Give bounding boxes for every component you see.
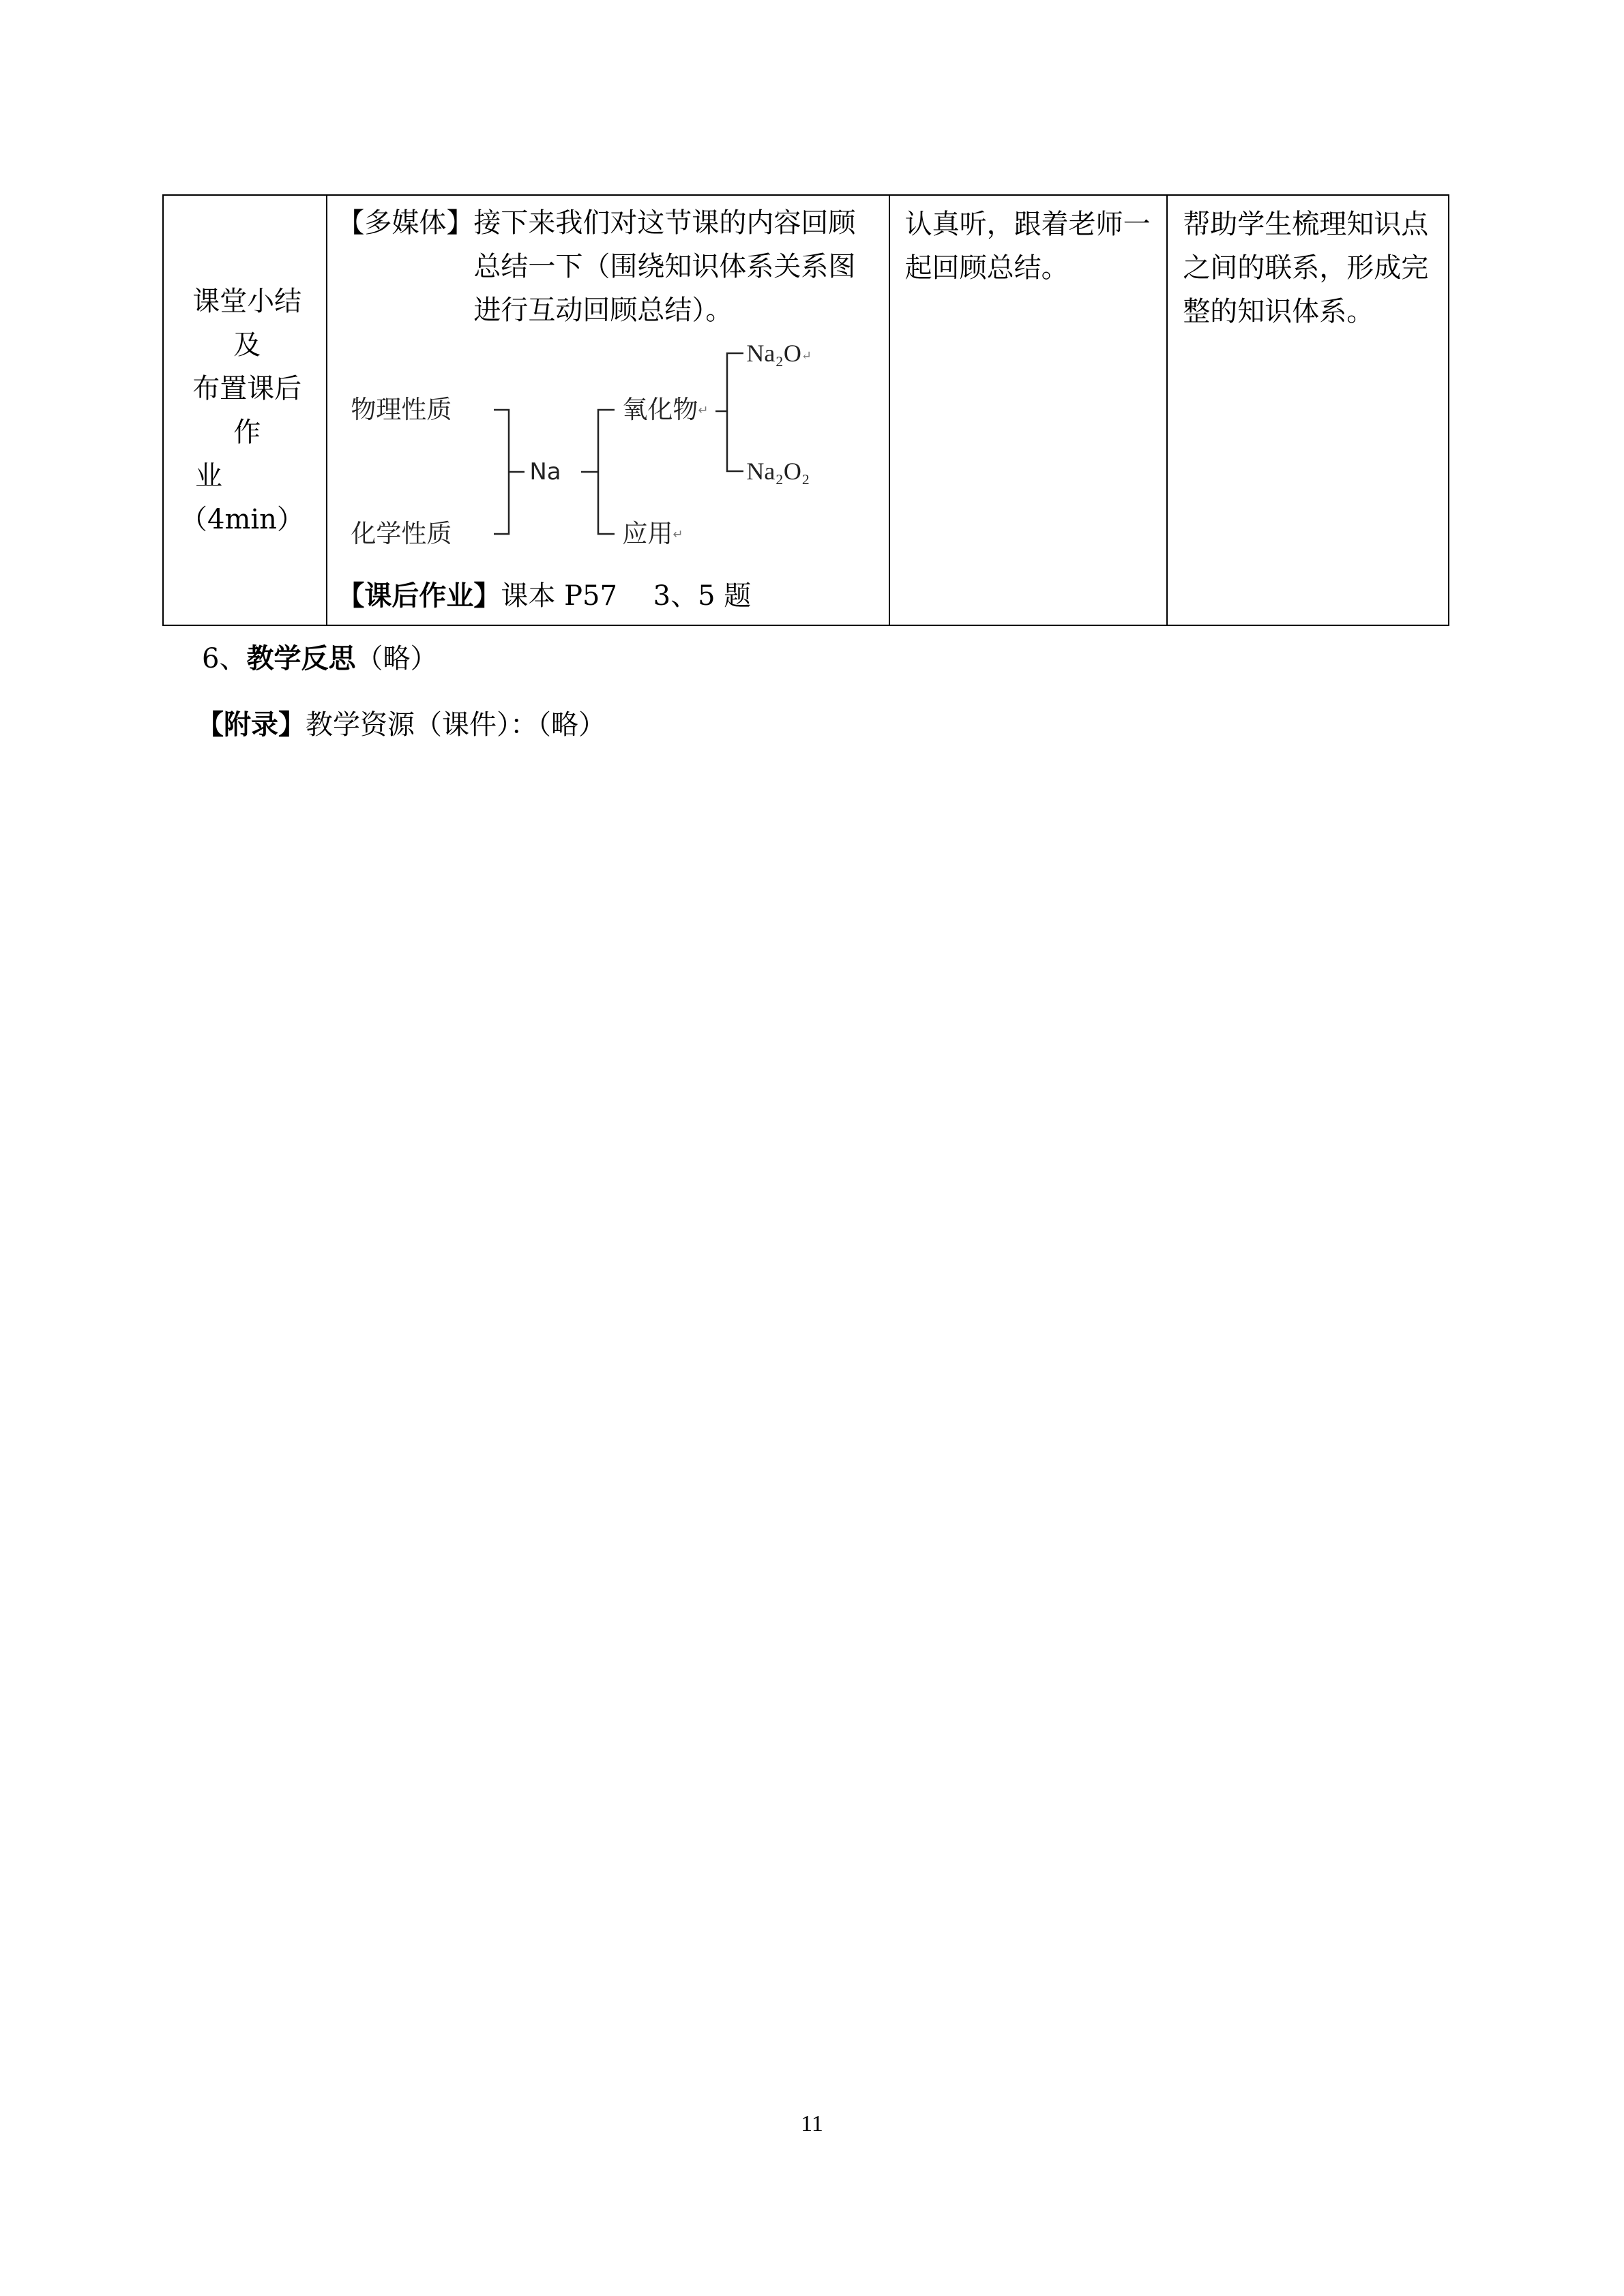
homework-text: 课本 P57 3、5 题 xyxy=(501,580,752,612)
chemical-properties-label: 化学性质 xyxy=(351,519,452,548)
return-mark-icon: ↵ xyxy=(801,348,812,363)
design-intent-cell: 帮助学生梳理知识点之间的联系，形成完整的知识体系。 xyxy=(1167,195,1449,625)
multimedia-text: 接下来我们对这节课的内容回顾总结一下（围绕知识体系关系图进行互动回顾总结）。 xyxy=(473,207,856,326)
homework-line xyxy=(337,574,751,618)
student-activity-cell: 认真听，跟着老师一起回顾总结。 xyxy=(889,195,1168,625)
sodium-peroxide-label: Na₂O₂ xyxy=(746,458,810,485)
teacher-activity-cell xyxy=(327,195,889,625)
table-row xyxy=(163,195,1449,625)
appendix-label: 【附录】 xyxy=(196,709,306,741)
stage-duration: （4min） xyxy=(180,503,304,535)
reflection-heading xyxy=(202,640,437,678)
lesson-table xyxy=(162,194,1449,626)
stage-line: 布置课后作 xyxy=(192,372,302,448)
stage-line: 业 xyxy=(195,460,222,492)
appendix-content: 教学资源（课件）：（略） xyxy=(306,709,606,741)
multimedia-label: 【多媒体】 xyxy=(337,207,474,239)
reflection-content: （略） xyxy=(355,643,438,674)
stage-line: 课堂小结及 xyxy=(192,285,302,361)
sodium-label: Na xyxy=(529,458,561,486)
oxide-label: 氧化物↵ xyxy=(622,395,709,424)
multimedia-paragraph xyxy=(337,201,879,332)
reflection-title: 教学反思 xyxy=(246,642,356,674)
appendix-line xyxy=(196,706,606,744)
stage-cell xyxy=(163,195,327,625)
return-mark-icon: ↵ xyxy=(673,527,683,542)
page-number: 11 xyxy=(801,2111,823,2136)
homework-label: 【课后作业】 xyxy=(337,580,501,612)
knowledge-diagram xyxy=(337,336,879,572)
return-mark-icon: ↵ xyxy=(698,403,709,418)
application-label: 应用↵ xyxy=(622,519,683,548)
sodium-oxide-label: Na₂O↵ xyxy=(746,340,812,367)
physical-properties-label: 物理性质 xyxy=(351,395,452,424)
reflection-number: 6、 xyxy=(202,643,247,674)
